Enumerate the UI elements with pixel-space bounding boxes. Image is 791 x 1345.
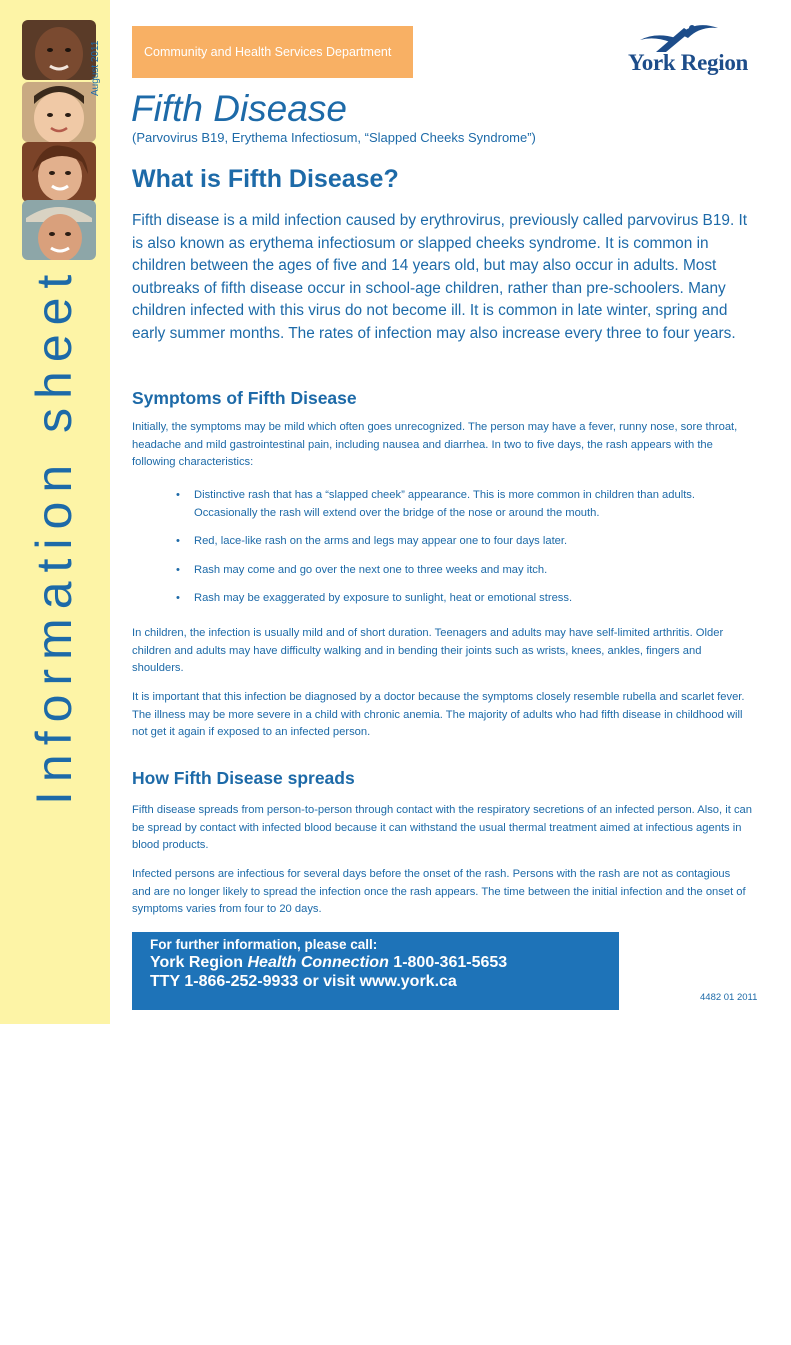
list-item: • Red, lace-like rash on the arms and legs may appear one to four days later. — [176, 535, 568, 547]
contact-intro: For further information, please call: — [150, 937, 378, 952]
symptoms-intro: Initially, the symptoms may be mild which often goes unrecognized. The person may have a fever, runny nose, sore throat, headache and mild gastrointestinal pain, including nausea and diarrhea. In two to five days, the rash appears with the following characteristics: — [132, 421, 738, 468]
list-item: • Distinctive rash that has a “slapped cheek” appearance. This is more common in children than adults. Occasionally the rash will extend over the bridge of the nose or around the mouth. — [176, 489, 696, 519]
page-title: Fifth Disease — [131, 88, 347, 129]
page-subtitle: (Parvovirus B19, Erythema Infectiosum, “Slapped Cheeks Syndrome”) — [132, 130, 536, 145]
what-is-heading: What is Fifth Disease? — [132, 165, 399, 193]
contact-phone-line: York Region Health Connection 1-800-361-5653 — [150, 954, 508, 971]
symptoms-para-2: In children, the infection is usually mild and of short duration. Teenagers and adults may have self-limited arthritis. Older children and adults may have difficulty walking and in bending their joints such as wrists, knees, ankles, fingers and shoulders. — [132, 627, 724, 674]
logo-text: York Region — [628, 50, 749, 75]
department-banner — [132, 26, 413, 78]
spreads-para-2: Infected persons are infectious for several days before the onset of the rash. Persons with the rash are not as contagious and are no longer likely to spread the infection once the rash appears. The time between the initial infection and the onset of symptoms varies from four to 20 days. — [132, 868, 746, 915]
vertical-title — [12, 265, 96, 1345]
spreads-heading: How Fifth Disease spreads — [132, 768, 355, 788]
contact-tty-web-line[interactable]: TTY 1-866-252-9933 or visit www.york.ca — [150, 973, 457, 990]
symptoms-heading: Symptoms of Fifth Disease — [132, 388, 357, 408]
symptoms-list — [176, 487, 736, 619]
photo-senior-man — [22, 200, 96, 260]
issue-date — [90, 20, 106, 100]
photo-woman — [22, 142, 96, 202]
what-is-body: Fifth disease is a mild infection caused by erythrovirus, previously called parvovirus B19. It is also known as erythema infectiosum or slapped cheeks syndrome. It is common in children between the ages of five and 14 years old, but may also occur in adults. Most outbreaks of fifth disease occur in school-age children, rather than pre-schoolers. Many children infected with this virus do not become ill. It is common in late winter, spring and early summer months. The rates of infection may also increase every three to four years. — [132, 212, 748, 342]
issue-date-text: August 2011 — [90, 40, 101, 96]
document-code: 4482 01 2011 — [700, 992, 758, 1003]
york-region-logo — [626, 22, 771, 82]
contact-box — [132, 932, 619, 1010]
list-item: • Rash may be exaggerated by exposure to sunlight, heat or emotional stress. — [176, 592, 573, 604]
photo-child-2 — [22, 82, 96, 142]
vertical-title-text: Information sheet — [26, 265, 82, 805]
sidebar — [0, 0, 110, 1024]
photo-child-1 — [22, 20, 96, 80]
symptoms-para-3: It is important that this infection be diagnosed by a doctor because the symptoms closely resemble rubella and scarlet fever. The illness may be more severe in a child with chronic anemia. The majority of adults who had fifth disease in childhood will not get it again if exposed to an infected person. — [132, 691, 745, 738]
list-item: • Rash may come and go over the next one to three weeks and may itch. — [176, 563, 548, 576]
spreads-para-1: Fifth disease spreads from person-to-person through contact with the respiratory secretions of an infected person. Also, it can be spread by contact with infected blood because it can withstand the usual thermal treatment aimed at infectious agents in blood products. — [132, 804, 752, 851]
department-name: Community and Health Services Department — [144, 45, 392, 59]
